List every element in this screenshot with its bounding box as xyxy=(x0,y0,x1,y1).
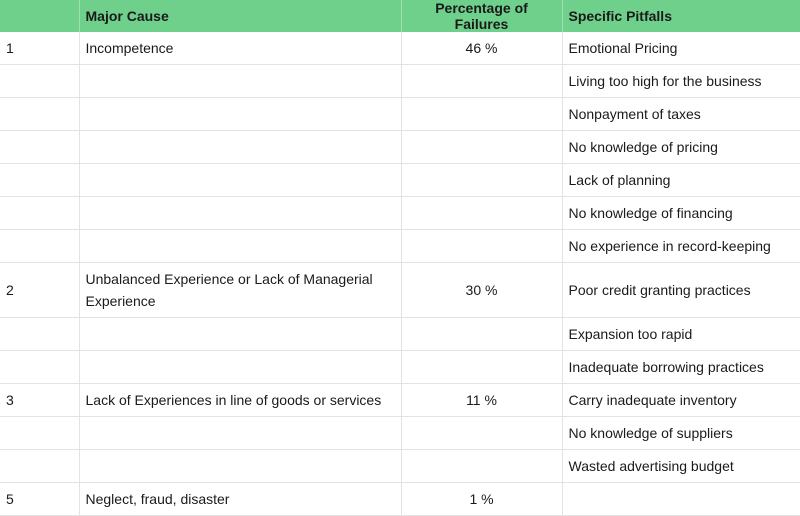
cell-pitfall: Inadequate borrowing practices xyxy=(562,351,800,384)
cell-percentage: 46 % xyxy=(401,32,562,65)
cell-percentage xyxy=(401,65,562,98)
cell-cause xyxy=(79,230,401,263)
cell-pitfall: Carry inadequate inventory xyxy=(562,384,800,417)
table-row xyxy=(0,98,800,131)
cell-cause xyxy=(79,98,401,131)
cell-number: 2 xyxy=(0,263,79,318)
cell-percentage xyxy=(401,164,562,197)
cell-percentage xyxy=(401,230,562,263)
table-row xyxy=(0,417,800,450)
table-row xyxy=(0,318,800,351)
cell-cause xyxy=(79,65,401,98)
cell-number xyxy=(0,65,79,98)
cell-pitfall: Wasted advertising budget xyxy=(562,450,800,483)
table-row xyxy=(0,351,800,384)
cell-percentage xyxy=(401,450,562,483)
cell-pitfall: No knowledge of pricing xyxy=(562,131,800,164)
table-row xyxy=(0,263,800,318)
header-specific-pitfalls: Specific Pitfalls xyxy=(562,0,800,32)
cell-percentage xyxy=(401,318,562,351)
cell-cause: Unbalanced Experience or Lack of Managerial Experience xyxy=(79,263,401,318)
header-number xyxy=(0,0,79,32)
header-major-cause: Major Cause xyxy=(79,0,401,32)
cell-percentage: 30 % xyxy=(401,263,562,318)
table-row xyxy=(0,32,800,65)
cell-percentage xyxy=(401,417,562,450)
cell-percentage xyxy=(401,197,562,230)
table-row xyxy=(0,197,800,230)
cell-pitfall: No knowledge of suppliers xyxy=(562,417,800,450)
cell-percentage xyxy=(401,131,562,164)
table-row xyxy=(0,384,800,417)
cell-cause: Lack of Experiences in line of goods or services xyxy=(79,384,401,417)
cell-number: 3 xyxy=(0,384,79,417)
cell-pitfall: No knowledge of financing xyxy=(562,197,800,230)
cell-cause xyxy=(79,131,401,164)
cell-cause xyxy=(79,197,401,230)
cell-pitfall: Poor credit granting practices xyxy=(562,263,800,318)
cell-number xyxy=(0,197,79,230)
cell-number xyxy=(0,131,79,164)
cell-number: 5 xyxy=(0,483,79,516)
cell-number xyxy=(0,417,79,450)
cell-pitfall: Nonpayment of taxes xyxy=(562,98,800,131)
table-row xyxy=(0,450,800,483)
cell-pitfall: Emotional Pricing xyxy=(562,32,800,65)
table-row xyxy=(0,164,800,197)
cell-cause xyxy=(79,164,401,197)
header-row xyxy=(0,0,800,32)
cell-number xyxy=(0,98,79,131)
cell-cause xyxy=(79,351,401,384)
cell-cause: Incompetence xyxy=(79,32,401,65)
cell-number xyxy=(0,318,79,351)
header-percentage: Percentage of Failures xyxy=(401,0,562,32)
cell-cause xyxy=(79,450,401,483)
cell-number: 1 xyxy=(0,32,79,65)
table-row xyxy=(0,65,800,98)
cell-pitfall: Expansion too rapid xyxy=(562,318,800,351)
cell-pitfall: No experience in record-keeping xyxy=(562,230,800,263)
cell-percentage xyxy=(401,351,562,384)
table-row xyxy=(0,230,800,263)
cell-number xyxy=(0,450,79,483)
cell-pitfall: Lack of planning xyxy=(562,164,800,197)
cell-pitfall: Living too high for the business xyxy=(562,65,800,98)
cell-cause xyxy=(79,417,401,450)
cell-percentage: 11 % xyxy=(401,384,562,417)
cell-percentage xyxy=(401,98,562,131)
cell-number xyxy=(0,230,79,263)
cell-cause: Neglect, fraud, disaster xyxy=(79,483,401,516)
table-row xyxy=(0,131,800,164)
cell-number xyxy=(0,351,79,384)
cell-number xyxy=(0,164,79,197)
cell-cause xyxy=(79,318,401,351)
cell-percentage: 1 % xyxy=(401,483,562,516)
